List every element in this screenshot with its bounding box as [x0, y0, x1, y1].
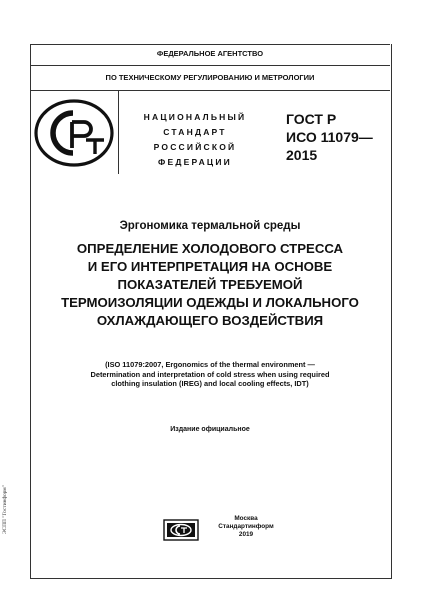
national-line-1: НАЦИОНАЛЬНЫЙ — [143, 112, 247, 122]
publication-year: 2019 — [238, 531, 254, 539]
standard-number-line-2: ИСО 11079— — [286, 129, 373, 145]
official-edition-label: Издание официальное — [170, 426, 250, 433]
agency-line-1: ФЕДЕРАЛЬНОЕ АГЕНТСТВО — [156, 49, 264, 58]
iso-reference-line-1: (ISO 11079:2007, Ergonomics of the thermal environment — — [105, 360, 315, 369]
agency-divider — [30, 65, 390, 66]
title-line-4: ТЕРМОИЗОЛЯЦИИ ОДЕЖДЫ И ЛОКАЛЬНОГО — [61, 295, 359, 310]
title-line-2: И ЕГО ИНТЕРПРЕТАЦИЯ НА ОСНОВЕ — [87, 259, 333, 274]
national-line-2: СТАНДАРТ — [163, 127, 227, 137]
iso-reference — [60, 360, 360, 389]
iso-reference-line-2: Determination and interpretation of cold stress when using required — [90, 369, 330, 379]
top-rule — [30, 44, 390, 45]
national-standard-label — [120, 110, 270, 170]
gost-logo-box — [30, 90, 119, 174]
standard-number-line-3: 2015 — [286, 147, 318, 163]
publisher-info — [208, 515, 284, 540]
publisher-name: Стандартинформ — [218, 523, 274, 531]
document-subtitle: Эргономика термальной среды — [119, 220, 301, 232]
national-line-3: РОССИЙСКОЙ — [153, 142, 237, 152]
standard-number — [286, 110, 390, 164]
iso-reference-line-3: clothing insulation (IREG) and local cooling effects, IDT) — [111, 379, 309, 389]
side-stamp: ЭСПП "Гостинформ" — [2, 485, 8, 534]
agency-line-2: ПО ТЕХНИЧЕСКОМУ РЕГУЛИРОВАНИЮ И МЕТРОЛОГИИ — [105, 73, 315, 82]
title-line-1: ОПРЕДЕЛЕНИЕ ХОЛОДОВОГО СТРЕССА — [76, 241, 344, 256]
standard-number-line-1: ГОСТ Р — [286, 111, 337, 127]
document-title — [30, 240, 390, 330]
national-line-4: ФЕДЕРАЦИИ — [158, 157, 232, 167]
publisher-city: Москва — [234, 515, 258, 522]
title-line-3: ПОКАЗАТЕЛЕЙ ТРЕБУЕМОЙ — [117, 277, 303, 292]
gost-r-logo-icon — [32, 96, 116, 170]
standartinform-logo-icon — [163, 519, 199, 541]
title-line-5: ОХЛАЖДАЮЩЕГО ВОЗДЕЙСТВИЯ — [96, 313, 324, 328]
